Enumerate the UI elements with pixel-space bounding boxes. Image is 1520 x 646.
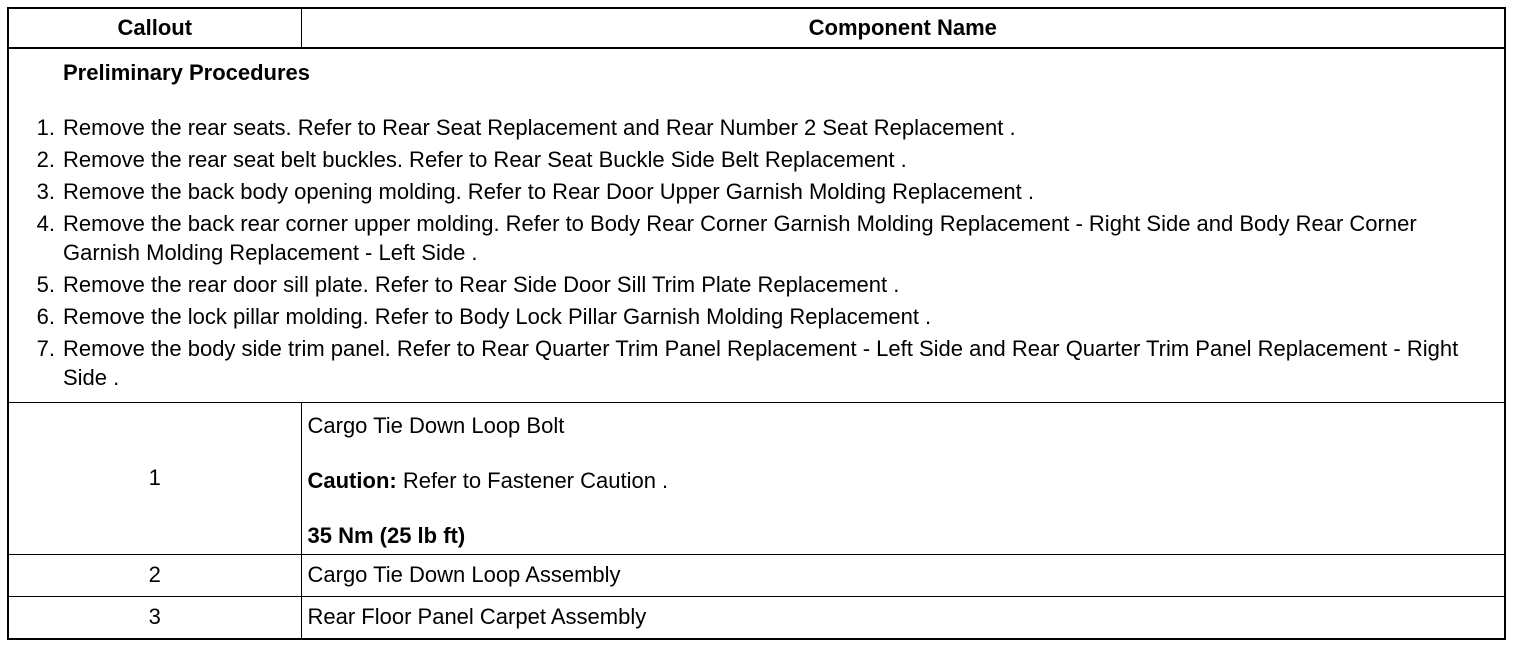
torque-spec: 35 Nm (25 lb ft) <box>307 523 466 549</box>
preliminary-procedures-cell <box>9 48 1504 403</box>
preliminary-procedures-title: Preliminary Procedures <box>63 60 311 86</box>
step-item <box>9 145 1504 174</box>
step-item <box>9 177 1504 206</box>
callout-cell: 3 <box>9 596 301 638</box>
callout-cell: 1 <box>9 403 301 554</box>
step-text: Remove the rear seat belt buckles. Refer to Rear Seat Buckle Side Belt Replacement . <box>63 147 907 173</box>
component-name-cell: Rear Floor Panel Carpet Assembly <box>301 596 1504 638</box>
header-component-name: Component Name <box>301 9 1504 48</box>
step-text: Remove the rear door sill plate. Refer to Rear Side Door Sill Trim Plate Replacement . <box>63 272 900 298</box>
step-text: Remove the body side trim panel. Refer to Rear Quarter Trim Panel Replacement - Left Side and Rear Quarter Trim Panel Replacement - Right Side . <box>63 336 1459 391</box>
header-callout: Callout <box>9 9 301 48</box>
step-item <box>9 209 1504 267</box>
step-number: 4. <box>36 211 55 237</box>
component-name: Cargo Tie Down Loop Bolt <box>307 413 565 439</box>
table-row <box>9 554 1504 596</box>
step-text: Remove the rear seats. Refer to Rear Seat Replacement and Rear Number 2 Seat Replacement . <box>63 115 1016 141</box>
step-number: 5. <box>36 272 55 298</box>
step-text: Remove the back body opening molding. Refer to Rear Door Upper Garnish Molding Replacement . <box>63 179 1034 205</box>
component-table-frame <box>7 7 1506 640</box>
component-table <box>9 9 1504 638</box>
preliminary-steps-list <box>9 113 1504 392</box>
step-number: 2. <box>36 147 55 173</box>
component-name-cell: Cargo Tie Down Loop Assembly <box>301 554 1504 596</box>
step-number: 6. <box>36 304 55 330</box>
caution-text: Refer to Fastener Caution . <box>396 468 669 494</box>
step-item <box>9 302 1504 331</box>
step-number: 1. <box>36 115 55 141</box>
callout-cell: 2 <box>9 554 301 596</box>
step-text: Remove the lock pillar molding. Refer to Body Lock Pillar Garnish Molding Replacement . <box>63 304 932 330</box>
step-item <box>9 334 1504 392</box>
table-row <box>9 403 1504 554</box>
step-item <box>9 270 1504 299</box>
step-number: 7. <box>36 336 55 362</box>
table-header-row <box>9 9 1504 48</box>
component-name-cell <box>301 403 1504 554</box>
preliminary-procedures-row <box>9 48 1504 403</box>
step-text: Remove the back rear corner upper molding. Refer to Body Rear Corner Garnish Molding Replacement - Right Side and Body Rear Corner Garnish Molding Replacement - Left Side . <box>63 211 1417 266</box>
step-item <box>9 113 1504 142</box>
step-number: 3. <box>36 179 55 205</box>
caution-label: Caution: <box>307 468 397 494</box>
table-row <box>9 596 1504 638</box>
caution-note <box>308 468 1505 494</box>
